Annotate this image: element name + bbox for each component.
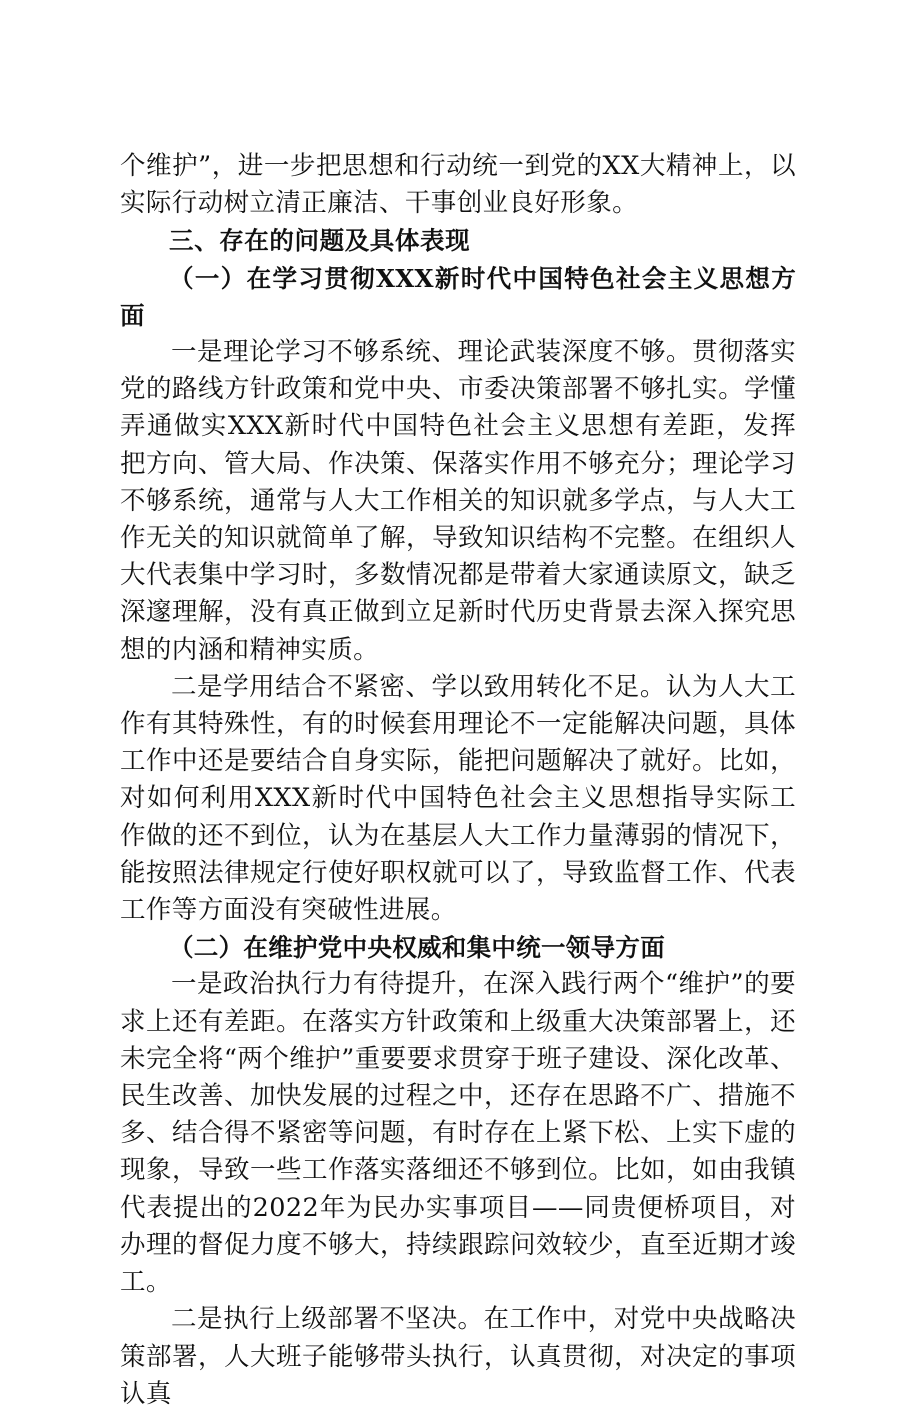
- body-paragraph: 一是理论学习不够系统、理论武装深度不够。贯彻落实党的路线方针政策和党中央、市委决策部署不够扎实。学懂弄通做实XXX新时代中国特色社会主义思想有差距，发挥把方向、管大局、作决策、保落实作用不够充分；理论学习不够系统，通常与人大工作相关的知识就多学点，与人大工作无关的知识就简单了解，导致知识结构不完整。在组织人大代表集中学习时，多数情况都是带着大家通读原文，缺乏深邃理解，没有真正做到立足新时代历史背景去深入探究思想的内涵和精神实质。: [120, 337, 796, 665]
- subsection-heading: （一）在学习贯彻XXX新时代中国特色社会主义思想方面: [120, 263, 796, 330]
- body-paragraph: 一是政治执行力有待提升，在深入践行两个“维护”的要求上还有差距。在落实方针政策和上级重大决策部署上，还未完全将“两个维护”重要要求贯穿于班子建设、深化改革、民生改善、加快发展的过程之中，还存在思路不广、措施不多、结合得不紧密等问题，有时存在上紧下松、上实下虚的现象，导致一些工作落实落细还不够到位。比如，如由我镇代表提出的2022年为民办实事项目——同贵便桥项目，对办理的督促力度不够大，持续跟踪问效较少，直至近期才竣工。: [120, 969, 796, 1298]
- paragraph-continuation: 个维护”，进一步把思想和行动统一到党的XX大精神上，以实际行动树立清正廉洁、干事创业良好形象。: [120, 151, 796, 219]
- body-paragraph: 二是执行上级部署不坚决。在工作中，对党中央战略决策部署，人大班子能够带头执行，认真贯彻，对决定的事项认真: [120, 1304, 796, 1409]
- document-body: [120, 148, 796, 1413]
- body-paragraph: 二是学用结合不紧密、学以致用转化不足。认为人大工作有其特殊性，有的时候套用理论不一定能解决问题，具体工作中还是要结合自身实际，能把问题解决了就好。比如，对如何利用XXX新时代中国特色社会主义思想指导实际工作做的还不到位，认为在基层人大工作力量薄弱的情况下，能按照法律规定行使好职权就可以了，导致监督工作、代表工作等方面没有突破性进展。: [120, 671, 796, 926]
- subsection-heading: （二）在维护党中央权威和集中统一领导方面: [169, 933, 665, 963]
- section-heading: 三、存在的问题及具体表现: [169, 226, 471, 256]
